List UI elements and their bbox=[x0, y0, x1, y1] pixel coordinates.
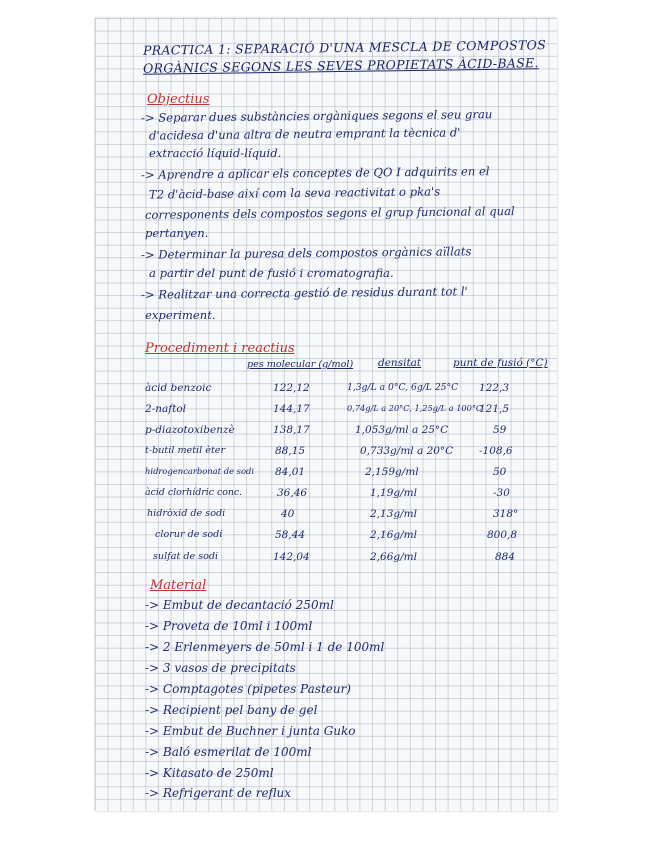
material-item: -> 3 vasos de precipitats bbox=[145, 661, 296, 675]
col-header-punt-fusio: punt de fusió (°C) bbox=[453, 357, 548, 369]
material-item: -> Comptagotes (pipetes Pasteur) bbox=[145, 682, 351, 696]
objectius-heading: Objectius bbox=[147, 92, 210, 107]
objectius-line: -> Determinar la puresa dels compostos orgànics aïllats bbox=[140, 244, 472, 262]
objectius-line: d'acidesa d'una altra de neutra emprant la tècnica d' bbox=[148, 125, 461, 143]
material-item: -> Kitasato de 250ml bbox=[145, 766, 274, 780]
reagent-name: clorur de sodi bbox=[155, 529, 223, 540]
reagent-pf: 318° bbox=[493, 508, 519, 520]
reagent-pm: 122,12 bbox=[273, 382, 310, 394]
material-item: -> Proveta de 10ml i 100ml bbox=[145, 619, 313, 633]
reagent-name: p-diazotoxibenzè bbox=[145, 424, 235, 436]
objectius-line: extracció líquid-líquid. bbox=[149, 146, 282, 160]
objectius-line: T2 d'àcid-base així com la seva reactivitat o pka's bbox=[148, 184, 441, 202]
reagent-pm: 88,15 bbox=[275, 445, 306, 457]
reagent-pm: 58,44 bbox=[275, 529, 306, 541]
reagent-name: àcid benzoic bbox=[145, 382, 212, 394]
reagent-densitat: 1,053g/ml a 25°C bbox=[355, 424, 449, 436]
reagent-pm: 84,01 bbox=[275, 466, 306, 478]
material-item: -> Baló esmerilat de 100ml bbox=[145, 745, 312, 759]
reagent-densitat: 0,74g/L a 20°C, 1,25g/L a 100°C bbox=[347, 403, 483, 413]
reagent-pm: 36,46 bbox=[277, 487, 308, 499]
notebook-page bbox=[95, 18, 557, 811]
material-item: -> 2 Erlenmeyers de 50ml i 1 de 100ml bbox=[145, 640, 385, 654]
procediment-heading: Procediment i reactius bbox=[145, 341, 295, 356]
material-item: -> Refrigerant de reflux bbox=[145, 786, 292, 800]
reagent-densitat: 2,159g/ml bbox=[365, 466, 419, 478]
reagent-pf: 122,3 bbox=[479, 382, 510, 394]
reagent-densitat: 2,66g/ml bbox=[370, 551, 417, 563]
material-item: -> Embut de Buchner i junta Guko bbox=[145, 724, 356, 738]
reagent-pf: 59 bbox=[493, 424, 507, 436]
reagent-densitat: 1,3g/L a 0°C, 6g/L 25°C bbox=[347, 382, 459, 393]
reagent-pf: 884 bbox=[495, 551, 516, 563]
reagent-pm: 144,17 bbox=[273, 403, 310, 415]
objectius-line: -> Aprendre a aplicar els conceptes de QO I adquirits en el bbox=[140, 164, 490, 182]
reagent-pf: -108,6 bbox=[479, 445, 513, 457]
reagent-name: t-butil metil èter bbox=[145, 445, 226, 456]
reagent-pf: 50 bbox=[493, 466, 507, 478]
reagent-pm: 138,17 bbox=[273, 424, 310, 436]
reagent-densitat: 1,19g/ml bbox=[370, 487, 417, 499]
col-header-pes-molecular: pes molecular (g/mol) bbox=[247, 359, 354, 370]
reagent-densitat: 0,733g/ml a 20°C bbox=[360, 445, 454, 457]
reagent-name: sulfat de sodi bbox=[153, 551, 219, 562]
reagent-densitat: 2,16g/ml bbox=[370, 529, 417, 541]
reagent-pf: 800,8 bbox=[487, 529, 518, 541]
reagent-pf: 121,5 bbox=[479, 403, 510, 415]
objectius-line: pertanyen. bbox=[145, 226, 209, 240]
reagent-name: 2-naftol bbox=[145, 403, 187, 415]
reagent-name: àcid clorhídric conc. bbox=[145, 487, 243, 498]
col-header-densitat: densitat bbox=[378, 357, 422, 369]
objectius-line: a partir del punt de fusió i cromatografia. bbox=[149, 266, 394, 280]
material-heading: Material bbox=[150, 578, 207, 593]
reagent-name: hidrogencarbonat de sodi bbox=[145, 466, 255, 476]
material-item: -> Embut de decantació 250ml bbox=[145, 598, 334, 612]
reagent-pm: 40 bbox=[281, 508, 295, 520]
title-line-2: ORGÀNICS SEGONS LES SEVES PROPIETATS ÀCID-BASE. bbox=[142, 55, 539, 76]
reagent-pm: 142,04 bbox=[273, 551, 310, 563]
reagent-densitat: 2,13g/ml bbox=[370, 508, 417, 520]
objectius-line: -> Separar dues substàncies orgàniques segons el seu grau bbox=[140, 107, 493, 125]
material-item: -> Recipient pel bany de gel bbox=[145, 703, 318, 717]
reagent-name: hidròxid de sodi bbox=[147, 508, 226, 519]
title-line-1: PRACTICA 1: SEPARACIÓ D'UNA MESCLA DE COMPOSTOS bbox=[142, 37, 547, 58]
reagent-pf: -30 bbox=[493, 487, 510, 499]
objectius-line: experiment. bbox=[145, 308, 216, 322]
objectius-line: -> Realitzar una correcta gestió de residus durant tot l' bbox=[140, 284, 468, 302]
objectius-line: corresponents dels compostos segons el grup funcional al qual bbox=[144, 204, 515, 222]
